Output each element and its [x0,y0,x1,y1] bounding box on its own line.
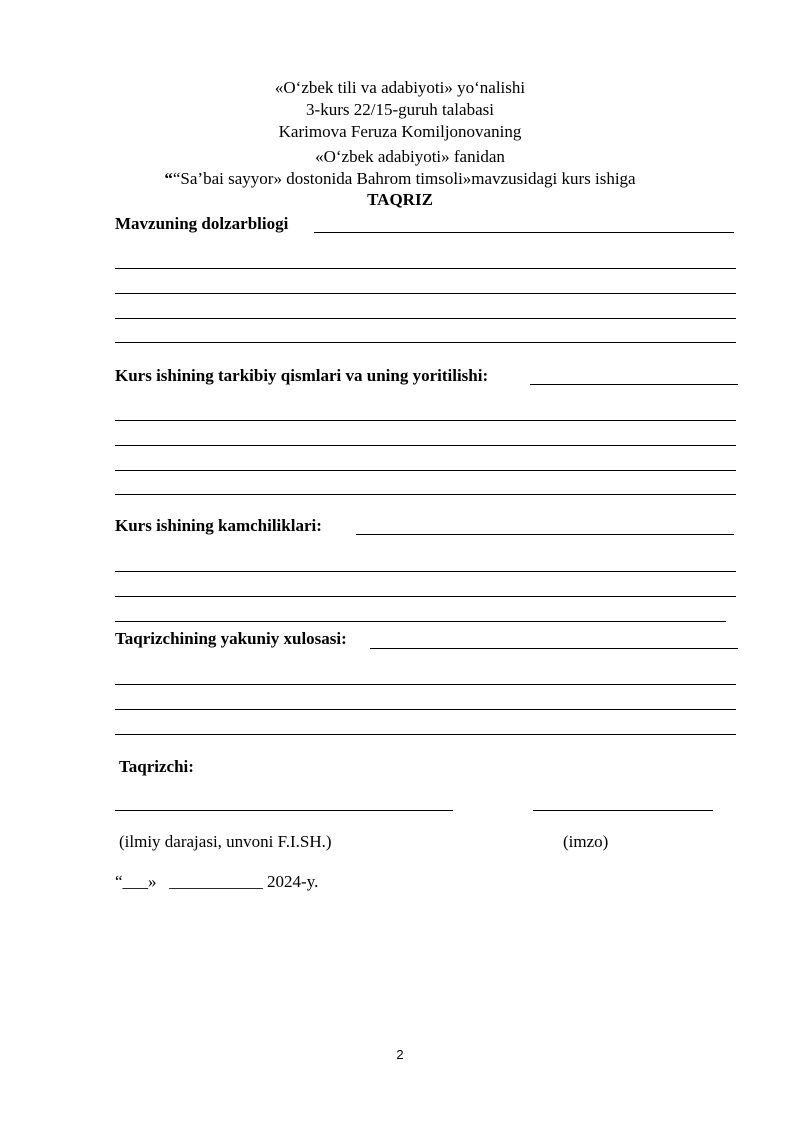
relevance-line-2[interactable] [115,293,736,294]
date-year: 2024-y. [267,872,319,891]
shortcomings-line-3[interactable] [115,621,726,622]
section-relevance-label: Mavzuning dolzarbliogi [115,214,289,233]
reviewer-name-caption: (ilmiy darajasi, unvoni F.I.SH.) [119,832,332,851]
reviewer-label: Taqrizchi: [119,757,194,776]
reviewer-name-line[interactable] [115,810,453,811]
reviewer-signature-caption: (imzo) [563,832,609,851]
page-title: TAQRIZ [367,190,433,209]
section-shortcomings-inline-line[interactable] [356,534,734,535]
conclusion-line-1[interactable] [115,684,736,685]
section-structure-inline-line[interactable] [530,384,738,385]
conclusion-line-2[interactable] [115,709,736,710]
date-day[interactable]: “___» [115,872,157,891]
header-line-subject: «O‘zbek adabiyoti» fanidan [315,147,505,166]
relevance-line-1[interactable] [115,268,736,269]
section-shortcomings-label: Kurs ishining kamchiliklari: [115,516,322,535]
topic-quote-mark: “ [164,169,173,188]
relevance-line-3[interactable] [115,318,736,319]
shortcomings-line-1[interactable] [115,571,736,572]
structure-line-1[interactable] [115,420,736,421]
reviewer-signature-line[interactable] [533,810,713,811]
relevance-line-4[interactable] [115,342,736,343]
date-month[interactable]: ___________ [169,872,263,891]
section-structure-label: Kurs ishining tarkibiy qismlari va uning yoritilishi: [115,366,489,385]
header-line-topic [0,169,800,189]
structure-line-3[interactable] [115,470,736,471]
structure-line-2[interactable] [115,445,736,446]
section-conclusion-inline-line[interactable] [370,648,738,649]
header-line-direction: «O‘zbek tili va adabiyoti» yo‘nalishi [274,78,526,97]
structure-line-4[interactable] [115,494,736,495]
shortcomings-line-2[interactable] [115,596,736,597]
conclusion-line-3[interactable] [115,734,736,735]
header-line-group: 3-kurs 22/15-guruh talabasi [306,100,494,119]
section-conclusion-label: Taqrizchining yakuniy xulosasi: [115,629,347,648]
section-relevance-inline-line[interactable] [314,232,734,233]
page-number: 2 [396,1047,404,1062]
topic-text: “Sa’bai sayyor» dostonida Bahrom timsoli»mavzusidagi kurs ishiga [172,169,636,188]
header-line-student: Karimova Feruza Komiljonovaning [278,122,522,141]
date-field[interactable] [115,872,318,892]
